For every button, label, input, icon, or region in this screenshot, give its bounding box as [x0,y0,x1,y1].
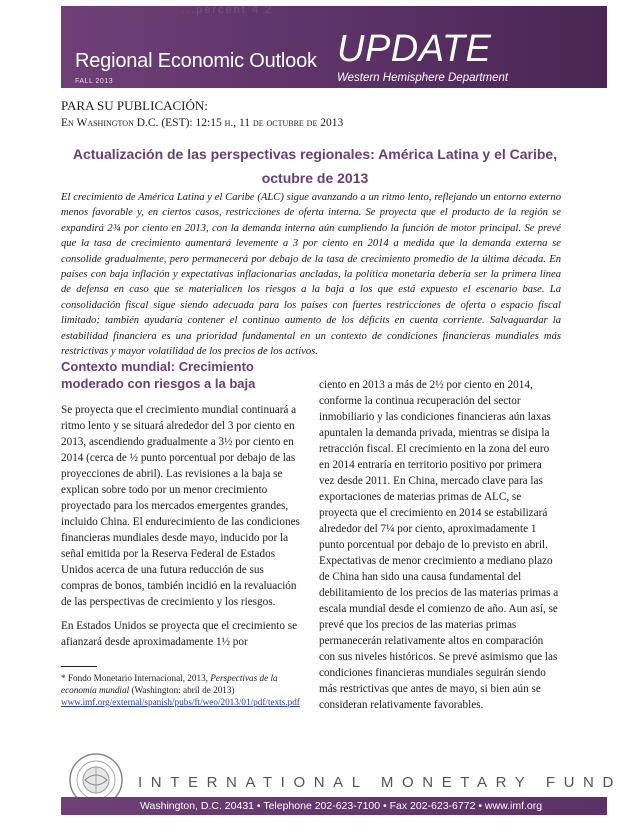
release-heading: PARA SU PUBLICACIÓN: [61,98,208,113]
body-paragraph: Se proyecta que el crecimiento mundial continuará a ritmo lento y se situará alrededor del 3 por ciento en 2013, ascendiendo gradualmente a 3½ por ciento en 2014 (cerca de ½ punto porcentual por debajo de las proyecciones de abril). Las revisiones a la baja se explican sobre todo por un menor crecimiento proyectado para los mercados emergentes grandes, incluido China. El endurecimiento de las condiciones financieras mundiales desde mayo, inducido por la señal emitida por la Reserva Federal de Estados Unidos acerca de una futura reducción de sus compras de bonos, también incidió en la revaluación de las perspectivas de crecimiento y los riesgos. [61,404,300,608]
footnote-text: * Fondo Monetario Internacional, 2013, [61,673,211,683]
update-label: UPDATE [337,28,492,70]
document-headline: Actualización de las perspectivas regionales: América Latina y el Caribe, octubre de 2013 [72,146,558,186]
body-paragraph: En Estados Unidos se proyecta que el crecimiento se afianzará desde aproximadamente 1½ por [61,620,298,648]
footnote-link[interactable]: www.imf.org/external/spanish/pubs/ft/weo/2013/01/pdf/texts.pdf [61,697,300,707]
left-column [61,358,301,658]
banner-background-text: ...percent 4 2 [181,6,274,16]
department-label: Western Hemisphere Department [337,72,509,84]
footnote-text-after: (Washington: abril de 2013) [129,685,235,695]
footnote-divider [61,666,97,667]
footnote-title: Perspectivas de la economía mundial [61,673,278,695]
header-banner [61,6,607,88]
release-dateline: En Washington D.C. (EST): 12:15 h., 11 de octubre de 2013 [61,117,344,129]
footer-contact: Washington, D.C. 20431 • Telephone 202-623-7100 • Fax 202-623-6772 • www.imf.org [140,800,543,812]
season-label: FALL 2013 [75,78,114,85]
right-column [319,377,559,721]
body-paragraph: ciento en 2013 a más de 2½ por ciento en 2014, conforme la continua recuperación del sector inmobiliario y las condiciones financieras aún laxas apuntalen la demanda privada, mientras se disipa la retracción fiscal. El crecimiento en la zona del euro en 2014 entraría en territorio positivo por primera vez desde 2011. En China, mercado clave para las exportaciones de materias primas de ALC, se proyecta que el crecimiento en 2014 se estabilizará alrededor del 7¼ por ciento, aproximadamente 1 punto porcentual por debajo de lo previsto en abril. Expectativas de menor crecimiento a mediano plazo de China han sido una causa fundamental del debilitamiento de los precios de las materias primas a escala mundial desde el comienzo de año. Aun así, se prevé que los precios de las materias primas permanecerán relativamente altos en comparación con sus niveles históricos. Se prevé asimismo que las condiciones financieras mundiales seguirán siendo más restrictivas que antes de mayo, si bien aún se consideran relativamente favorables. [319,379,559,711]
footnote [61,672,306,708]
abstract-paragraph: El crecimiento de América Latina y el Caribe (ALC) sigue avanzando a un ritmo lento, reflejando un entorno externo menos favorable y, en ciertos casos, restricciones de oferta interna. Se proyecta que el producto de la región se expandirá 2¾ por ciento en 2013, con la demanda interna aún cumpliendo la función de motor principal. Se prevé que la tasa de crecimiento aumentará levemente a 3 por ciento en 2014 a medida que la demanda externa se consolide gradualmente, pero permanecerá por debajo de la tasa de crecimiento promedio de la última década. En países con baja inflación y expectativas inflacionarias ancladas, la política monetaria debería ser la primera línea de defensa en caso que se materialicen los riesgos a la baja a los que está expuesto el escenario base. La consolidación fiscal sigue siendo adecuada para los países con fuertes restricciones de oferta o espacio fiscal limitado; también ayudaría contener el continuo aumento de los déficits en cuenta corriente. Salvaguardar la estabilidad financiera es una prioridad fundamental en un contexto de condiciones financieras mundiales más restrictivas y mayor volatilidad de los precios de los activos. [61,192,561,358]
report-title: Regional Economic Outlook [75,50,317,72]
section-heading: Contexto mundial: Crecimiento moderado con riesgos a la baja [61,359,256,391]
organization-name: INTERNATIONAL MONETARY FUND [138,774,622,791]
